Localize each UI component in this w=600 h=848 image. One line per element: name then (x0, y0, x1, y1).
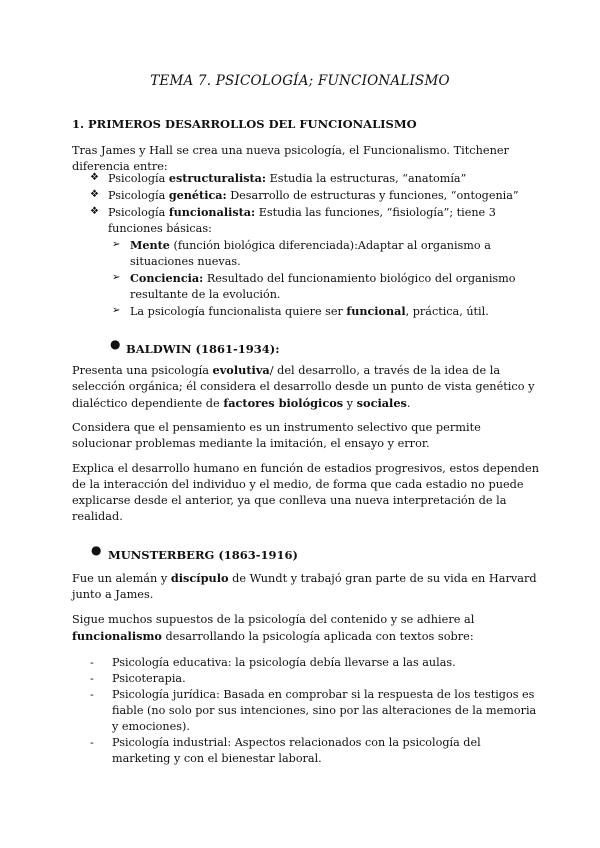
munsterberg-paragraph-2: Sigue muchos supuestos de la psicología del contenido y se adhiere al funcionalismo desarrollando la psicología aplicada con textos sobre: (72, 613, 475, 643)
sub-list-item: ➢ Conciencia: Resultado del funcionamiento biológico del organismo resultante de la evolución. (112, 271, 516, 301)
list-item: - Psicología industrial: Aspectos relacionados con la psicología del marketing y con el bienestar laboral. (90, 736, 481, 765)
round-bullet-icon: ● (110, 337, 121, 351)
list-item: - Psicoterapia. (90, 672, 186, 685)
dash-bullet-icon: - (90, 656, 94, 669)
list-item: ❖ Psicología funcionalista: Estudia las funciones, “fisiología”; tiene 3 funciones básicas: (90, 205, 496, 235)
dash-bullet-icon: - (90, 688, 94, 701)
list-item: - Psicología jurídica: Basada en comprobar si la respuesta de los testigos es fiable (no solo por sus intenciones, sino por las alteraciones de la memoria y emociones). (90, 688, 537, 733)
baldwin-paragraph-2: Considera que el pensamiento es un instrumento selectivo que permite solucionar problemas mediante la imitación, el ensayo y error. (72, 421, 481, 450)
arrowhead-bullet-icon: ➢ (112, 272, 121, 283)
section-heading-1: 1. PRIMEROS DESARROLLOS DEL FUNCIONALISMO (72, 117, 417, 131)
dash-bullet-icon: - (90, 672, 94, 685)
baldwin-heading: ● BALDWIN (1861-1934): (110, 337, 280, 356)
diamond-bullet-icon: ❖ (90, 206, 99, 217)
applied-psychology-list (90, 655, 540, 767)
baldwin-paragraph-1: Presenta una psicología evolutiva/ del desarrollo, a través de la idea de la selección orgánica; él considera el desarrollo desde un punto de vista genético y dialéctico dependiente de factores biológicos y sociales. (72, 363, 535, 410)
titchener-list (90, 170, 540, 320)
list-item: ❖ Psicología estructuralista: Estudia la estructuras, “anatomía” (90, 171, 467, 185)
diamond-bullet-icon: ❖ (90, 172, 99, 183)
dash-bullet-icon: - (90, 736, 94, 749)
round-bullet-icon: ● (91, 543, 102, 557)
arrowhead-bullet-icon: ➢ (112, 239, 121, 250)
page-title: TEMA 7. PSICOLOGÍA; FUNCIONALISMO (150, 73, 450, 89)
list-item: ❖ Psicología genética: Desarrollo de estructuras y funciones, “ontogenia” (90, 188, 519, 202)
munsterberg-heading: ● MUNSTERBERG (1863-1916) (91, 543, 298, 562)
baldwin-paragraph-3: Explica el desarrollo humano en función de estadios progresivos, estos dependen de la interacción del individuo y el medio, de forma que cada estadio no puede explicarse desde el anterior, ya que conlleva una nueva interpretación de la realidad. (72, 462, 539, 523)
arrowhead-bullet-icon: ➢ (112, 305, 121, 316)
list-item: - Psicología educativa: la psicología debía llevarse a las aulas. (90, 656, 456, 669)
sub-list-item: ➢ La psicología funcionalista quiere ser funcional, práctica, útil. (112, 304, 489, 318)
section1-intro: Tras James y Hall se crea una nueva psicología, el Funcionalismo. Titchener diferencia entre: (72, 144, 509, 173)
sub-list-item: ➢ Mente (función biológica diferenciada):Adaptar al organismo a situaciones nuevas. (112, 238, 491, 268)
munsterberg-paragraph-1: Fue un alemán y discípulo de Wundt y trabajó gran parte de su vida en Harvard junto a James. (72, 571, 537, 601)
diamond-bullet-icon: ❖ (90, 189, 99, 200)
